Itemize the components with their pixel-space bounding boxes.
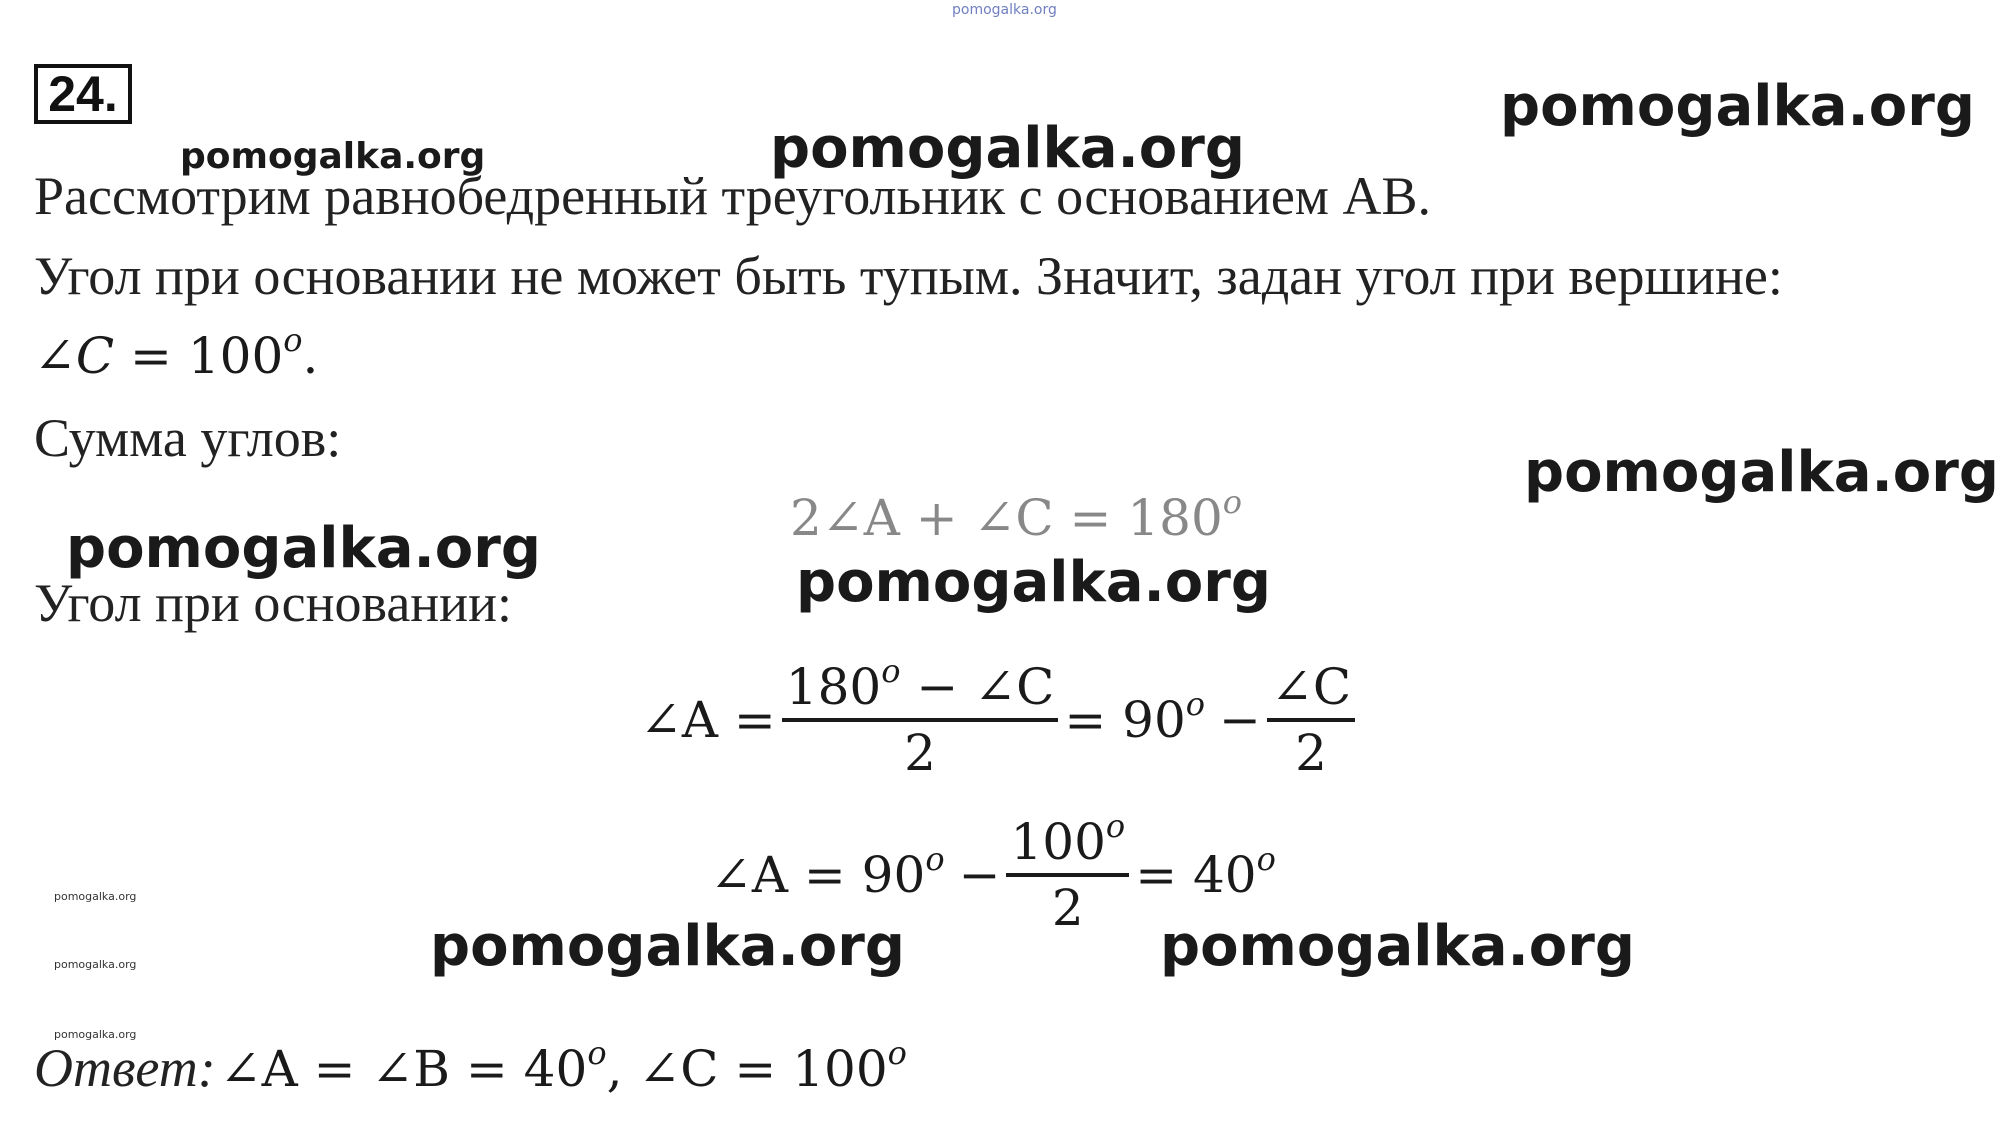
watermark-large: pomogalka.org xyxy=(796,550,1271,615)
watermark-top: pomogalka.org xyxy=(952,2,1057,18)
fraction-2-numerator: ∠C xyxy=(1270,658,1352,716)
watermark-small: pomogalka.org xyxy=(180,136,486,177)
watermark-large: pomogalka.org xyxy=(66,516,541,581)
formula-mid: = $90^o$ xyxy=(1064,685,1206,749)
answer-expression: ∠A = ∠B = $40^o$, ∠C = $100^o$ xyxy=(219,1034,907,1098)
text-line-sum: Сумма углов: xyxy=(34,408,342,468)
sum-equation xyxy=(790,483,1243,548)
fraction-1-denominator: 2 xyxy=(904,724,936,782)
watermark-large: pomogalka.org xyxy=(430,914,905,979)
period: . xyxy=(302,327,319,385)
fraction-2 xyxy=(1267,656,1355,784)
fraction-3-denominator: 2 xyxy=(1051,879,1084,937)
watermark-tiny: pomogalka.org xyxy=(54,1028,137,1041)
watermark-large: pomogalka.org xyxy=(1524,440,1999,505)
angle-c-value: = 100 xyxy=(114,327,284,385)
fraction-3 xyxy=(1006,807,1129,939)
watermark-large: pomogalka.org xyxy=(1160,914,1635,979)
formula-lhs: ∠A = xyxy=(640,691,776,749)
watermark-large: pomogalka.org xyxy=(770,116,1245,181)
degree-mark: o xyxy=(1222,483,1243,521)
calc-rhs: = $40^o$ xyxy=(1135,840,1276,904)
degree-mark: o xyxy=(283,321,303,359)
watermark-large: pomogalka.org xyxy=(1500,74,1975,139)
base-angle-formula xyxy=(640,645,1361,795)
text-line-2: Угол при основании не может быть тупым. Значит, задан угол при вершине: xyxy=(34,246,1783,306)
angle-c-given xyxy=(34,321,319,386)
text-line-base-angle: Угол при основании: xyxy=(34,573,512,633)
calc-lhs: ∠A = $90^o$ xyxy=(710,840,945,904)
minus-sign: − xyxy=(1219,691,1261,749)
watermark-tiny: pomogalka.org xyxy=(54,890,137,903)
answer-line xyxy=(34,1036,907,1114)
text-line-1: Рассмотрим равнобедренный треугольник с основанием AB. xyxy=(34,166,1431,226)
minus-sign: − xyxy=(958,846,1001,904)
fraction-1 xyxy=(782,652,1059,784)
sum-lhs: 2∠A + ∠C = 180 xyxy=(790,489,1223,547)
angle-c-symbol: ∠C xyxy=(34,327,115,385)
answer-label: Ответ: xyxy=(34,1038,216,1098)
fraction-1-numerator: $180^o$ − ∠C xyxy=(785,652,1055,716)
problem-number: 24. xyxy=(34,64,132,124)
fraction-3-numerator: 100$^o$ xyxy=(1010,807,1126,871)
fraction-2-denominator: 2 xyxy=(1295,724,1327,782)
watermark-tiny: pomogalka.org xyxy=(54,958,137,971)
